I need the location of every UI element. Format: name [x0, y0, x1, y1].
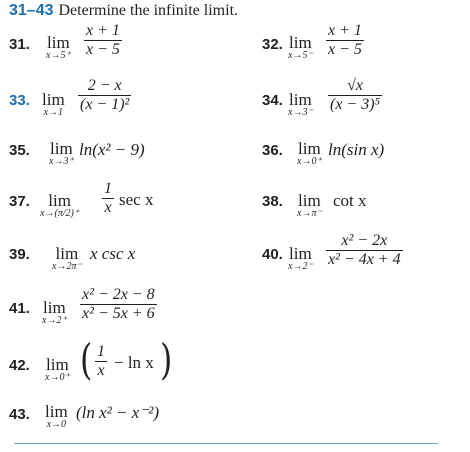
denominator: x − 5 — [86, 41, 120, 58]
limit-expression: cot x — [333, 191, 367, 210]
limit-operator — [288, 35, 313, 61]
limit-operator — [45, 357, 70, 383]
lim-subscript: x→0⁺ — [45, 372, 70, 383]
problem-number: 31. — [9, 36, 30, 53]
limit-operator — [297, 193, 322, 219]
section-divider — [14, 443, 438, 444]
lim-word: lim — [289, 244, 312, 263]
denominator: x² − 5x + 6 — [82, 305, 155, 322]
numerator: 2 − x — [87, 77, 122, 94]
lim-subscript: x→5⁻ — [288, 50, 313, 61]
denominator: (x − 1)² — [80, 96, 130, 113]
lim-word: lim — [298, 191, 321, 210]
lim-word: lim — [47, 33, 70, 52]
lim-subscript: x→2π⁻ — [52, 261, 82, 272]
problem-number: 33. — [9, 92, 30, 109]
limit-operator — [40, 193, 79, 219]
limit-operator — [45, 404, 68, 430]
lim-subscript: x→(π/2)⁺ — [40, 208, 80, 219]
problem-number: 35. — [9, 142, 30, 159]
numerator: √x — [347, 77, 363, 94]
denominator: x² − 4x + 4 — [328, 251, 401, 268]
fraction — [102, 180, 114, 217]
limit-expression: ln(x² − 9) — [79, 140, 145, 159]
fraction — [326, 232, 403, 269]
lim-subscript: x→3⁻ — [288, 107, 313, 118]
problem-number: 34. — [262, 92, 283, 109]
problem-number: 41. — [9, 300, 30, 317]
lim-word: lim — [48, 191, 71, 210]
lim-word: lim — [45, 402, 68, 421]
numerator: x² − 2x — [341, 232, 388, 249]
exercise-range: 31–43 — [9, 2, 54, 19]
section-heading — [9, 2, 238, 20]
limit-operator — [52, 246, 82, 272]
numerator: x + 1 — [86, 22, 120, 39]
limit-operator — [46, 35, 71, 61]
fraction — [78, 77, 131, 114]
fraction — [326, 22, 364, 59]
problem-number: 36. — [262, 142, 283, 159]
fraction — [84, 22, 122, 59]
numerator: 1 — [104, 180, 112, 197]
lim-subscript: x→0 — [46, 419, 67, 430]
lim-subscript: x→2⁺ — [42, 315, 67, 326]
problem-number: 43. — [9, 406, 30, 423]
left-paren: ( — [80, 335, 93, 384]
problem-number: 37. — [9, 193, 30, 210]
lim-subscript: x→3⁺ — [49, 156, 74, 167]
fraction — [328, 77, 382, 114]
limit-operator — [42, 92, 65, 118]
problem-number: 32. — [262, 36, 283, 53]
limit-operator — [49, 141, 74, 167]
lim-subscript: x→0⁺ — [297, 156, 322, 167]
trailing-term: sec x — [119, 190, 154, 209]
problem-number: 38. — [262, 193, 283, 210]
problem-number: 39. — [9, 246, 30, 263]
limit-expression: x csc x — [90, 244, 136, 263]
limit-expression: ln(sin x) — [328, 140, 385, 159]
limit-operator — [288, 246, 313, 272]
fraction — [80, 286, 157, 323]
lim-word: lim — [46, 355, 69, 374]
numerator: x² − 2x − 8 — [82, 286, 155, 303]
limit-operator — [297, 141, 322, 167]
instruction-text: Determine the infinite limit. — [58, 2, 239, 19]
denominator: x — [104, 199, 112, 216]
lim-subscript: x→1 — [43, 107, 64, 118]
lim-subscript: x→π⁻ — [297, 208, 322, 219]
numerator: 1 — [97, 343, 105, 360]
trailing-term: − ln x — [114, 353, 154, 372]
lim-word: lim — [289, 33, 312, 52]
limit-expression: (ln x² − x⁻²) — [76, 403, 160, 422]
denominator: x — [97, 362, 105, 379]
lim-subscript: x→5⁺ — [46, 50, 71, 61]
problem-number: 42. — [9, 357, 30, 374]
denominator: x − 5 — [328, 41, 362, 58]
problem-number: 40. — [262, 246, 283, 263]
right-paren: ) — [160, 335, 173, 384]
numerator: x + 1 — [328, 22, 362, 39]
lim-word: lim — [298, 139, 321, 158]
lim-word: lim — [55, 244, 79, 263]
lim-word: lim — [42, 90, 65, 109]
lim-word: lim — [289, 90, 312, 109]
limit-operator — [42, 300, 67, 326]
denominator: (x − 3)⁵ — [330, 96, 381, 113]
lim-word: lim — [50, 139, 73, 158]
limit-operator — [288, 92, 313, 118]
fraction — [95, 343, 107, 380]
lim-subscript: x→2⁻ — [288, 261, 313, 272]
lim-word: lim — [43, 298, 66, 317]
